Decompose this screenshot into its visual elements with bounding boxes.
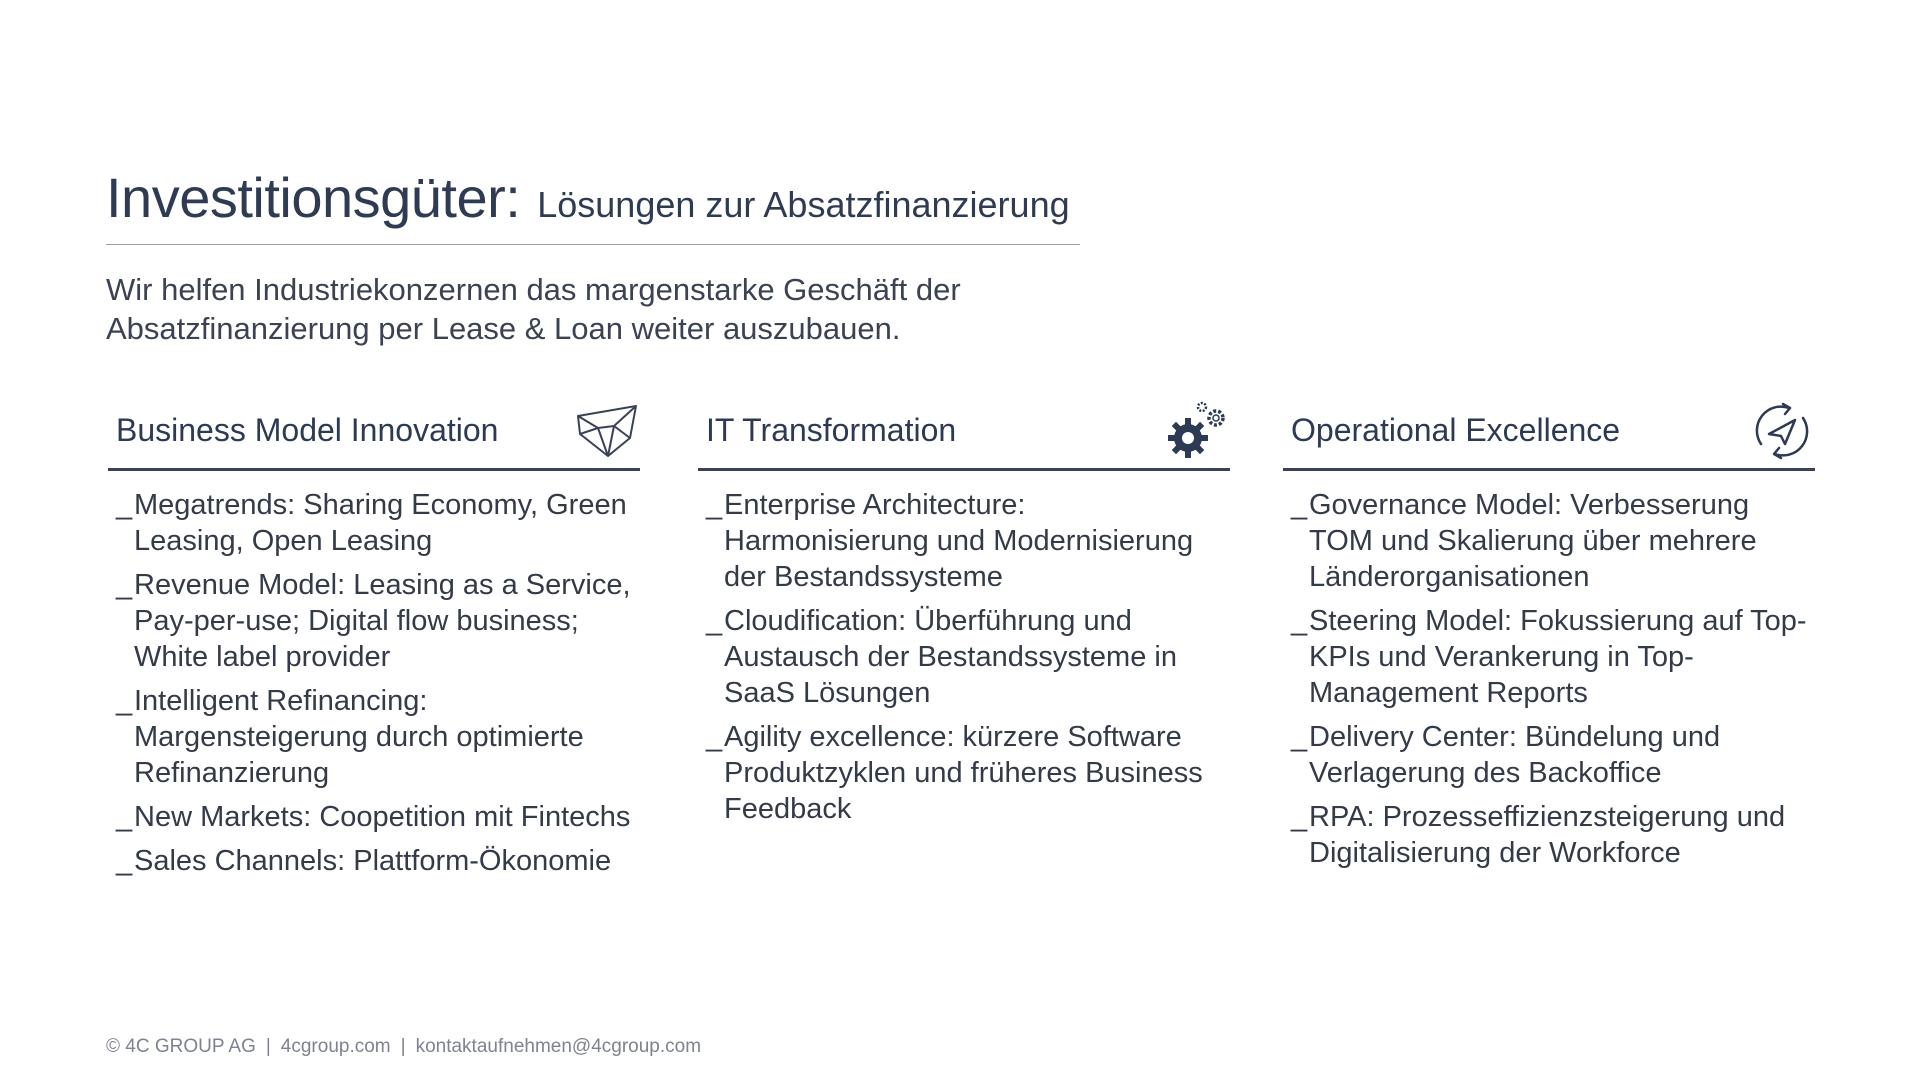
list-item: _ RPA: Prozesseffizienzsteigerung und Digitalisierung der Workforce xyxy=(1291,799,1815,871)
intro-line-2: Absatzfinanzierung per Lease & Loan weiter auszubauen. xyxy=(106,311,901,346)
title-divider xyxy=(106,244,1080,245)
column-item-list xyxy=(108,487,640,879)
intro-line-1: Wir helfen Industriekonzernen das margenstarke Geschäft der xyxy=(106,272,961,307)
list-item: _ Intelligent Refinancing: Margensteigerung durch optimierte Refinanzierung xyxy=(116,683,640,791)
diamond-outline-icon xyxy=(574,398,640,464)
footer-email-link[interactable]: kontaktaufnehmen@4cgroup.com xyxy=(415,1036,702,1057)
intro-text xyxy=(106,270,1006,348)
column-title: Business Model Innovation xyxy=(116,412,499,448)
column-title: Operational Excellence xyxy=(1291,412,1621,448)
column-business-model-innovation xyxy=(108,404,640,887)
title-main: Investitionsgüter: xyxy=(106,166,521,229)
title-subtitle: Lösungen zur Absatzfinanzierung xyxy=(537,184,1070,225)
title-block xyxy=(106,166,1080,245)
list-item: _ Agility excellence: kürzere Software Produktzyklen und früheres Business Feedback xyxy=(706,719,1230,827)
footer-website-link[interactable]: 4cgroup.com xyxy=(280,1036,391,1057)
column-it-transformation xyxy=(698,404,1230,835)
footer-separator: | xyxy=(400,1036,406,1057)
list-item: _ Enterprise Architecture: Harmonisierung und Modernisierung der Bestandssysteme xyxy=(706,487,1230,595)
footer-separator: | xyxy=(265,1036,271,1057)
list-item: _ Revenue Model: Leasing as a Service, Pay-per-use; Digital flow business; White label provider xyxy=(116,567,640,675)
list-item: _ Cloudification: Überführung und Austausch der Bestandssysteme in SaaS Lösungen xyxy=(706,603,1230,711)
column-title: IT Transformation xyxy=(706,412,957,448)
column-item-list xyxy=(698,487,1230,827)
list-item: _ Steering Model: Fokussierung auf Top-KPIs und Verankerung in Top-Management Reports xyxy=(1291,603,1815,711)
list-item: _ New Markets: Coopetition mit Fintechs xyxy=(116,799,640,835)
column-header xyxy=(1283,404,1815,471)
list-item: _ Sales Channels: Plattform-Ökonomie xyxy=(116,843,640,879)
list-item: _ Megatrends: Sharing Economy, Green Leasing, Open Leasing xyxy=(116,487,640,559)
navigation-cycle-icon xyxy=(1749,398,1815,464)
column-item-list xyxy=(1283,487,1815,871)
page-title xyxy=(106,166,1080,229)
footer xyxy=(106,1036,701,1058)
list-item: _ Delivery Center: Bündelung und Verlagerung des Backoffice xyxy=(1291,719,1815,791)
gears-icon xyxy=(1164,398,1230,464)
list-item: _ Governance Model: Verbesserung TOM und Skalierung über mehrere Länderorganisationen xyxy=(1291,487,1815,595)
column-header xyxy=(108,404,640,471)
footer-company: © 4C GROUP AG xyxy=(106,1036,256,1057)
column-header xyxy=(698,404,1230,471)
column-operational-excellence xyxy=(1283,404,1815,879)
